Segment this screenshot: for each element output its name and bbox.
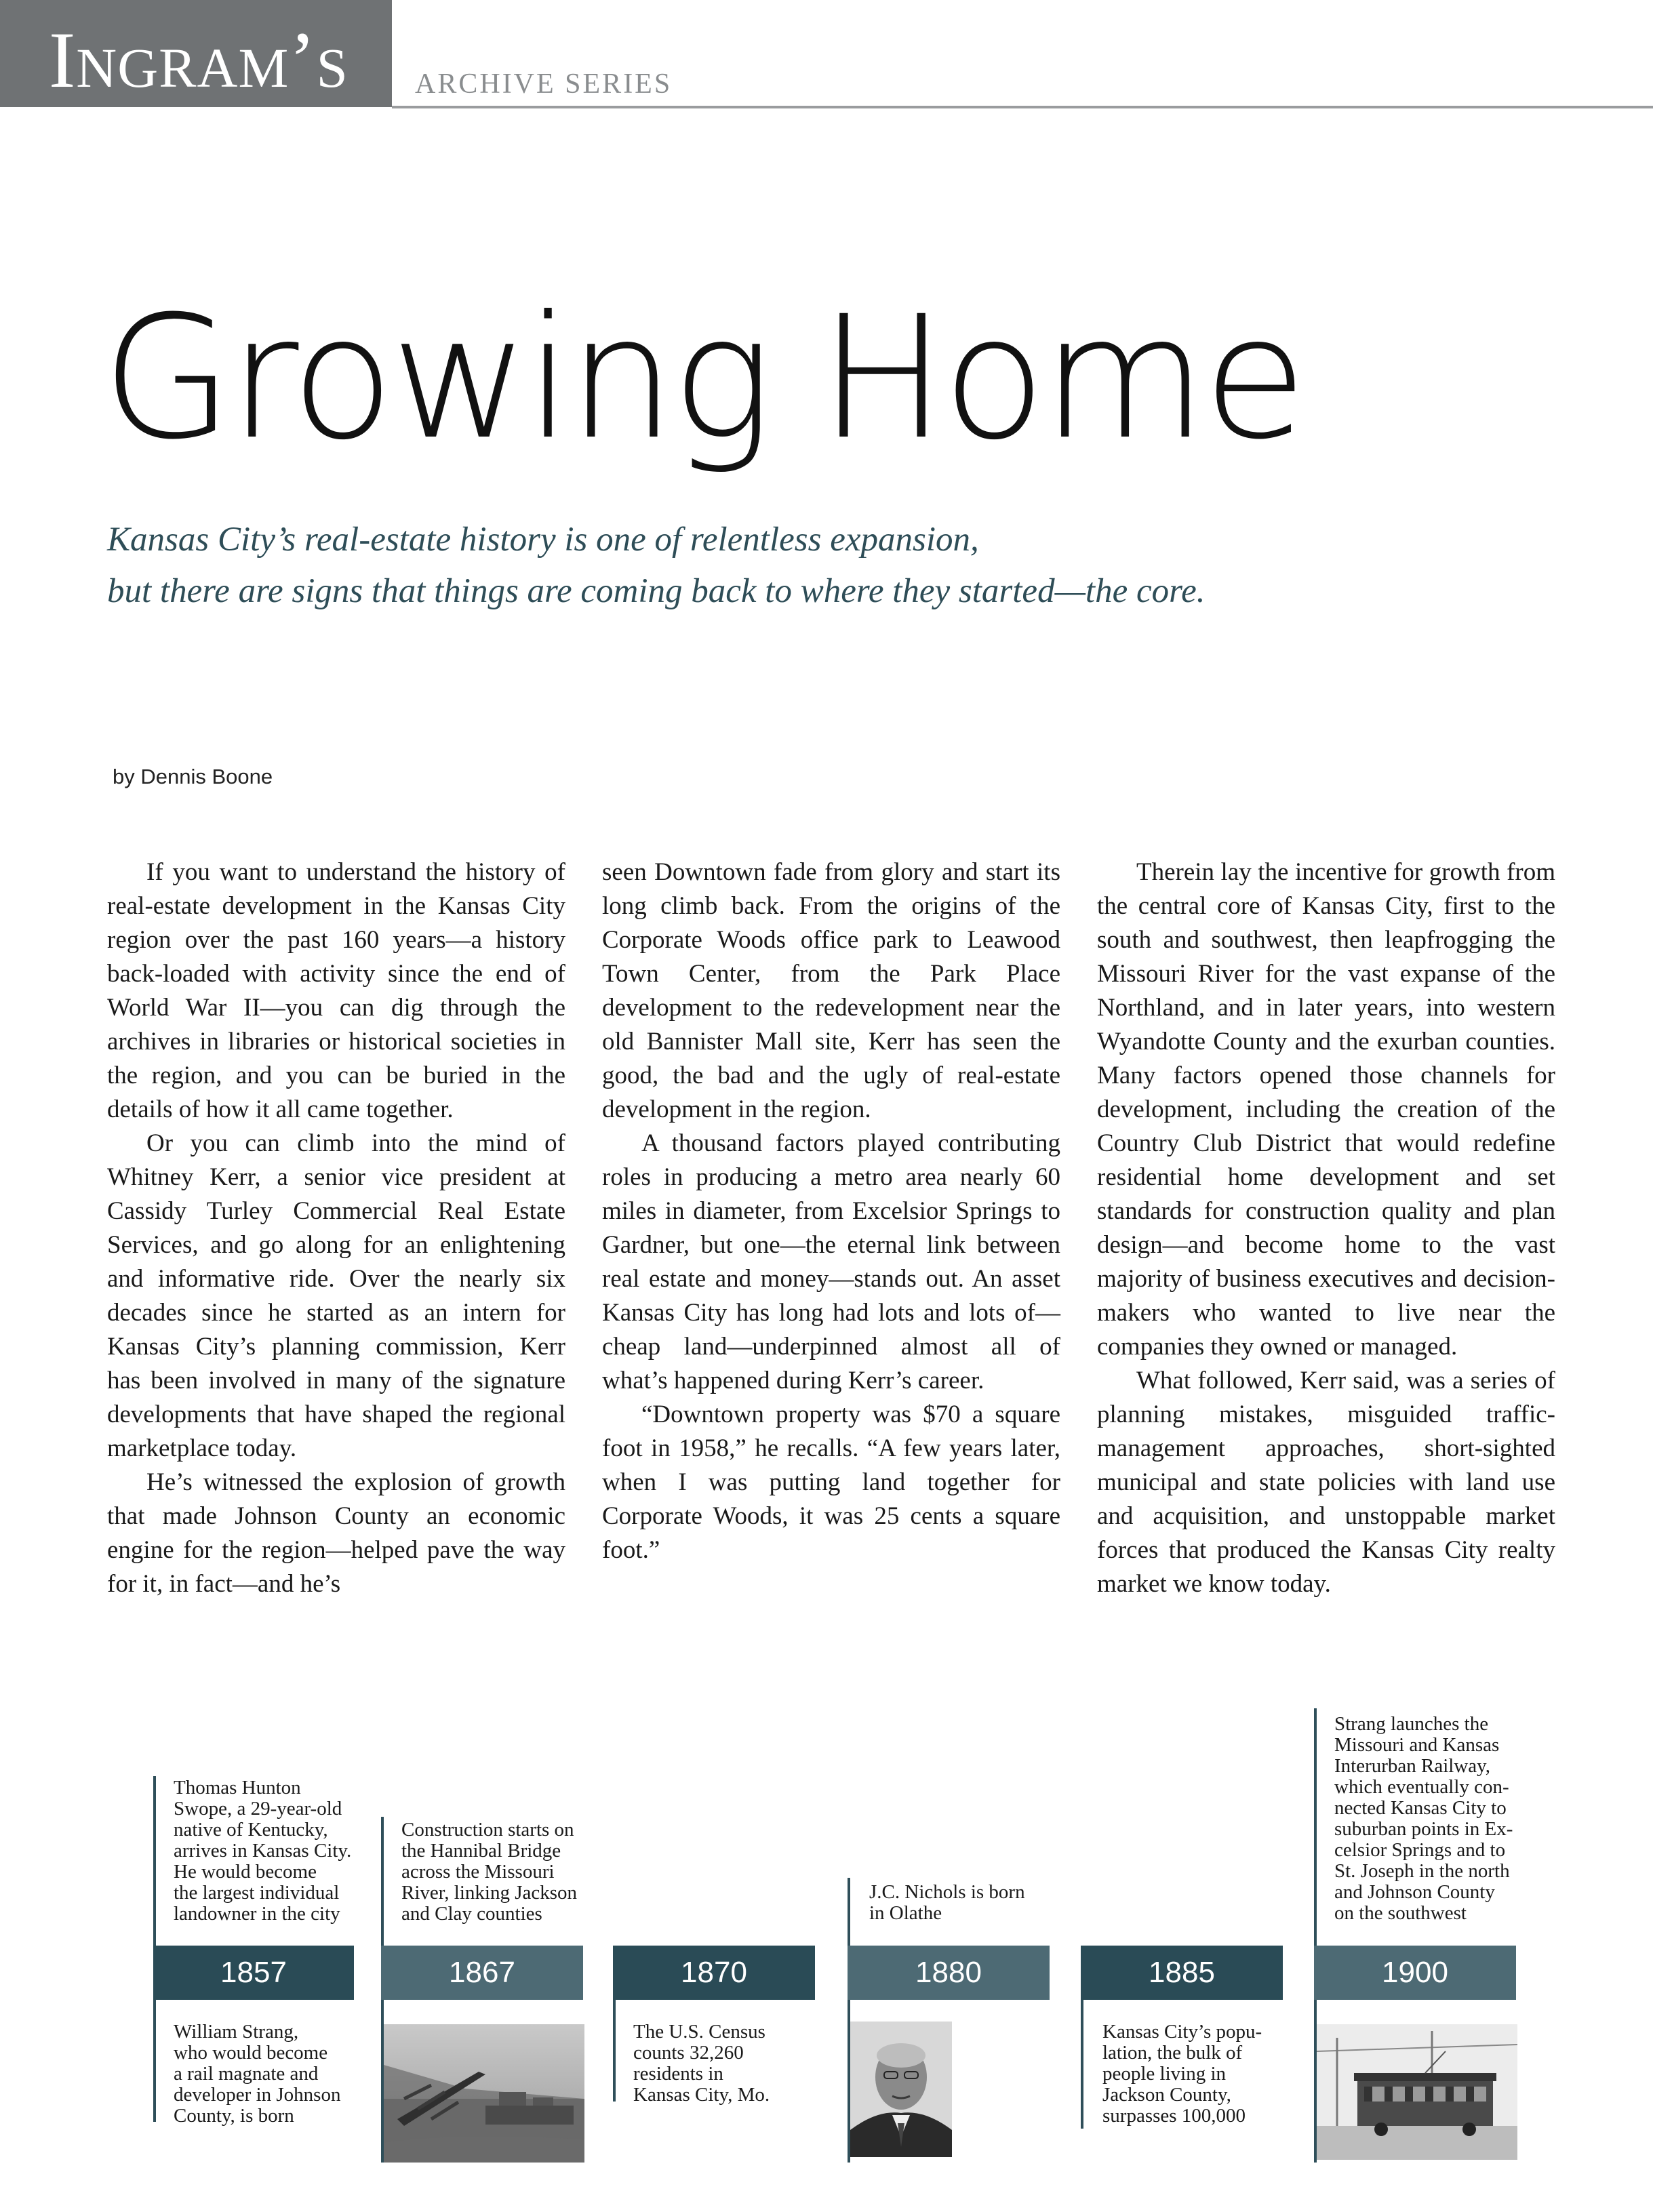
timeline-note-line: arrives in Kansas City. [174,1840,352,1862]
deck-line: but there are signs that things are coming back to where they started—the core. [107,572,1206,610]
timeline-note-line: lation, the bulk of [1102,2042,1243,2064]
body-column-3 [1097,856,1555,1601]
paragraph: Therein lay the incentive for growth from the central core of Kansas City, first to the south and southwest, then leapfrogging the Missouri River for the vast expanse of the Northland, and in later years, into western Wyandotte County and the exurban counties. Many factors opened those channels for development, including the creation of the Country Club District that would redefine residential home development and set standards for construction quality and plan design—and become home to the vast majority of business executives and decision-makers who wanted to live near the companies they owned or managed. [1097,858,1555,1361]
timeline-note-line: Strang launches the [1334,1713,1489,1735]
timeline-year-1870: 1870 [613,1946,815,2000]
paragraph: “Downtown property was $70 a square foot in 1958,” he recalls. “A few years later, when I was putting land together for Corporate Woods, it was 25 cents a square foot.” [602,1401,1060,1564]
timeline-note-line: developer in Johnson [174,2084,341,2106]
streetcar-photo [1317,2024,1517,2160]
timeline-note-above [869,1882,1025,1924]
timeline-note-above [1334,1714,1513,1924]
portrait-photo [850,2022,952,2157]
timeline-note-line: in Olathe [869,1902,942,1924]
body-column-2 [602,856,1060,1567]
timeline-note-above [174,1777,351,1925]
timeline-note-line: Jackson County, [1102,2084,1231,2106]
timeline-note-line: Kansas City’s popu- [1102,2021,1262,2043]
timeline-note-line: which eventually con- [1334,1776,1509,1798]
timeline-note-line: suburban points in Ex- [1334,1818,1513,1840]
timeline-year-1857: 1857 [153,1946,354,2000]
timeline-note-line: the Hannibal Bridge [401,1840,561,1862]
timeline-note-line: surpasses 100,000 [1102,2105,1246,2127]
publication-logo: Ingram’s [49,16,348,104]
paragraph: seen Downtown fade from glory and start its long climb back. From the origins of the Corporate Woods office park to Leawood Town Center, from the Park Place development to the redevelopment near the old Bannister Mall site, Kerr has seen the good, the bad and the ugly of real-estate development in the region. [602,858,1060,1123]
timeline-note-line: across the Missouri [401,1861,555,1883]
timeline-note-below [174,2022,340,2127]
paragraph: A thousand factors played contributing roles in producing a metro area nearly 60 miles in diameter, from Excelsior Springs to Gardner, but one—the eternal link between real estate and money—stands out. An asset Kansas City has long had lots and lots of—cheap land—underpinned almost all of what’s happened during Kerr’s career. [602,1129,1060,1394]
timeline-note-line: Thomas Hunton [174,1777,301,1798]
timeline-note-line: nected Kansas City to [1334,1797,1507,1819]
timeline-note-below [633,2022,770,2106]
paragraph: What followed, Kerr said, was a series of planning mistakes, misguided traffic-management approaches, short-sighted municipal and state policies with land use and acquisition, and unstoppable market forces that produced the Kansas City realty market we know today. [1097,1367,1555,1598]
timeline-year-1867: 1867 [381,1946,583,2000]
article-deck [107,514,1599,617]
timeline-note-line: landowner in the city [174,1903,340,1925]
bridge-photo [384,2024,584,2163]
paragraph: Or you can climb into the mind of Whitney Kerr, a senior vice president at Cassidy Turley Commercial Real Estate Services, and go along for an enlightening and informative ride. Over the nearly six decades since he started as an intern for Kansas City’s planning commission, Kerr has been involved in many of the signature developments that have shaped the regional marketplace today. [107,1129,565,1462]
timeline-note-line: residents in [633,2063,723,2085]
paragraph: If you want to understand the history of real-estate development in the Kansas City region over the past 160 years—a history back-loaded with activity since the end of World War II—you can dig through the archives in libraries or historical societies in the region, and you can be buried in the details of how it all came together. [107,858,565,1123]
byline: by Dennis Boone [113,765,273,788]
timeline-note-line: County, is born [174,2105,294,2127]
timeline-note-line: native of Kentucky, [174,1819,328,1841]
timeline-note-line: J.C. Nichols is born [869,1881,1025,1903]
timeline-note-line: on the southwest [1334,1902,1467,1924]
timeline-note-below [1102,2022,1262,2127]
article-title: Growing Home [102,279,1304,477]
timeline-note-line: William Strang, [174,2021,299,2043]
timeline-note-line: Kansas City, Mo. [633,2084,770,2106]
timeline-note-line: Swope, a 29-year-old [174,1798,342,1819]
timeline-note-line: Construction starts on [401,1819,574,1841]
timeline-note-above [401,1819,577,1925]
timeline-note-line: He would become [174,1861,317,1883]
timeline-note-line: counts 32,260 [633,2042,744,2064]
paragraph: He’s witnessed the explosion of growth that made Johnson County an economic engine for the region—helped pave the way for it, in fact—and he’s [107,1468,565,1598]
timeline-note-line: River, linking Jackson [401,1882,578,1904]
timeline-note-line: a rail magnate and [174,2063,319,2085]
timeline-note-line: Missouri and Kansas [1334,1734,1500,1756]
timeline-note-line: celsior Springs and to [1334,1839,1506,1861]
masthead-rule [392,106,1653,108]
body-column-1 [107,856,565,1601]
timeline-note-line: who would become [174,2042,328,2064]
timeline-note-line: the largest individual [174,1882,340,1904]
timeline-year-1885: 1885 [1081,1946,1283,2000]
series-label: ARCHIVE SERIES [415,68,673,100]
timeline-note-line: people living in [1102,2063,1227,2085]
timeline-note-line: and Clay counties [401,1903,542,1925]
timeline-note-line: and Johnson County [1334,1881,1495,1903]
timeline-year-1900: 1900 [1314,1946,1516,2000]
timeline-year-1880: 1880 [848,1946,1050,2000]
deck-line: Kansas City’s real-estate history is one of relentless expansion, [107,521,979,559]
timeline-note-line: The U.S. Census [633,2021,765,2043]
timeline-note-line: St. Joseph in the north [1334,1860,1510,1882]
timeline-note-line: Interurban Railway, [1334,1755,1491,1777]
